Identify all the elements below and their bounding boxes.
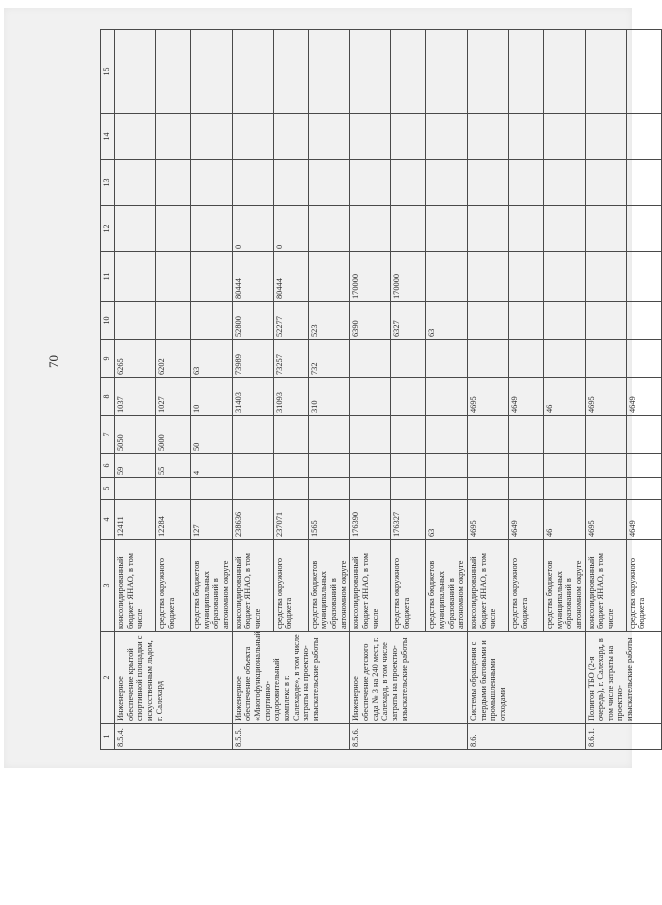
header-cell: 3 (101, 540, 115, 632)
value-cell (543, 340, 585, 378)
funding-source: средства окружного бюджета (156, 540, 191, 632)
value-cell (350, 160, 391, 206)
value-cell (426, 160, 468, 206)
value-cell: 63 (426, 302, 468, 340)
value-cell: 4695 (467, 500, 508, 540)
value-cell (308, 206, 350, 252)
funding-source: консолидированный бюджет ЯНАО, в том числе (115, 540, 156, 632)
value-cell: 59 (115, 454, 156, 478)
funding-source: консолидированный бюджет ЯНАО, в том числе (232, 540, 273, 632)
value-cell (273, 160, 308, 206)
value-cell: 1565 (308, 500, 350, 540)
value-cell: 52277 (273, 302, 308, 340)
value-cell (467, 302, 508, 340)
value-cell (273, 454, 308, 478)
value-cell: 46 (543, 378, 585, 416)
value-cell (626, 340, 661, 378)
header-cell: 14 (101, 114, 115, 160)
header-cell: 5 (101, 478, 115, 500)
value-cell: 237071 (273, 500, 308, 540)
value-cell (115, 302, 156, 340)
table-row (350, 30, 391, 750)
value-cell (467, 252, 508, 302)
value-cell (115, 30, 156, 114)
value-cell (232, 416, 273, 454)
value-cell (273, 114, 308, 160)
value-cell (467, 340, 508, 378)
value-cell (467, 206, 508, 252)
header-cell: 15 (101, 30, 115, 114)
value-cell: 1037 (115, 378, 156, 416)
funding-source: средства окружного бюджета (626, 540, 661, 632)
value-cell (467, 478, 508, 500)
value-cell: 0 (232, 206, 273, 252)
value-cell: 176327 (391, 500, 426, 540)
value-cell (350, 114, 391, 160)
value-cell (426, 478, 468, 500)
value-cell: 732 (308, 340, 350, 378)
value-cell (626, 416, 661, 454)
value-cell (156, 478, 191, 500)
item-code: 8.6. (467, 724, 585, 750)
value-cell (585, 302, 626, 340)
value-cell: 127 (191, 500, 233, 540)
value-cell (626, 114, 661, 160)
value-cell (626, 302, 661, 340)
value-cell: 170000 (350, 252, 391, 302)
value-cell: 5050 (115, 416, 156, 454)
value-cell (232, 478, 273, 500)
value-cell (156, 252, 191, 302)
item-name: Системы обращения с твердыми бытовыми и промышленными отходами (467, 632, 585, 724)
header-cell: 1 (101, 724, 115, 750)
value-cell (508, 340, 543, 378)
value-cell (467, 114, 508, 160)
value-cell: 4 (191, 454, 233, 478)
value-cell: 12411 (115, 500, 156, 540)
header-cell: 6 (101, 454, 115, 478)
value-cell: 6327 (391, 302, 426, 340)
funding-source: средства окружного бюджета (508, 540, 543, 632)
item-name: Полигон ТБО (2-я очередь), г. Салехард, в том числе затраты на проектно-изыскательские работы (585, 632, 661, 724)
value-cell (467, 30, 508, 114)
value-cell (585, 160, 626, 206)
value-cell (543, 30, 585, 114)
item-name: Инженерное обеспечение крытой спортивной площадки с искусственным льдом, г. Салехард (115, 632, 233, 724)
value-cell: 4695 (467, 378, 508, 416)
value-cell (232, 160, 273, 206)
value-cell (626, 160, 661, 206)
value-cell (391, 206, 426, 252)
value-cell (543, 114, 585, 160)
value-cell: 4649 (508, 378, 543, 416)
value-cell: 63 (426, 500, 468, 540)
header-cell: 11 (101, 252, 115, 302)
value-cell (391, 340, 426, 378)
value-cell (426, 206, 468, 252)
value-cell: 4649 (626, 500, 661, 540)
value-cell (508, 416, 543, 454)
value-cell: 63 (191, 340, 233, 378)
value-cell (543, 302, 585, 340)
funding-source: средства окружного бюджета (273, 540, 308, 632)
item-code: 8.5.5. (232, 724, 350, 750)
value-cell (191, 160, 233, 206)
value-cell: 1027 (156, 378, 191, 416)
value-cell: 6265 (115, 340, 156, 378)
value-cell (391, 378, 426, 416)
value-cell: 10 (191, 378, 233, 416)
value-cell: 4695 (585, 500, 626, 540)
value-cell (115, 206, 156, 252)
header-cell: 12 (101, 206, 115, 252)
value-cell (115, 478, 156, 500)
value-cell: 0 (273, 206, 308, 252)
value-cell (391, 478, 426, 500)
item-name: Инженерное обеспечение объекта «Многофункциональный спортивно-оздоровительный комплекс в г. Салехарде», в том числе затраты на проектно-изыскательские работы (232, 632, 350, 724)
value-cell (191, 302, 233, 340)
rotated-table-wrapper (100, 30, 647, 750)
value-cell (585, 478, 626, 500)
header-cell: 10 (101, 302, 115, 340)
value-cell (350, 478, 391, 500)
value-cell: 4649 (626, 378, 661, 416)
value-cell (585, 416, 626, 454)
value-cell (308, 30, 350, 114)
value-cell (543, 478, 585, 500)
funding-source: средства бюджетов муниципальных образований в автономном округе (308, 540, 350, 632)
value-cell: 6390 (350, 302, 391, 340)
value-cell (232, 30, 273, 114)
value-cell (391, 30, 426, 114)
value-cell (191, 478, 233, 500)
value-cell (585, 252, 626, 302)
value-cell: 523 (308, 302, 350, 340)
value-cell: 4695 (585, 378, 626, 416)
value-cell: 5000 (156, 416, 191, 454)
value-cell (273, 478, 308, 500)
funding-source: средства бюджетов муниципальных образований в автономном округе (191, 540, 233, 632)
value-cell (350, 454, 391, 478)
value-cell (156, 206, 191, 252)
value-cell (350, 340, 391, 378)
funding-source: средства бюджетов муниципальных образований в автономном округе (543, 540, 585, 632)
value-cell (626, 252, 661, 302)
value-cell (626, 206, 661, 252)
value-cell: 310 (308, 378, 350, 416)
header-cell: 4 (101, 500, 115, 540)
value-cell (585, 454, 626, 478)
value-cell (308, 114, 350, 160)
value-cell (508, 160, 543, 206)
value-cell (508, 114, 543, 160)
value-cell (426, 252, 468, 302)
value-cell: 31093 (273, 378, 308, 416)
value-cell: 73989 (232, 340, 273, 378)
value-cell: 80444 (232, 252, 273, 302)
budget-table (100, 29, 662, 750)
header-cell: 7 (101, 416, 115, 454)
value-cell: 80444 (273, 252, 308, 302)
value-cell: 52800 (232, 302, 273, 340)
value-cell: 238636 (232, 500, 273, 540)
value-cell: 73257 (273, 340, 308, 378)
value-cell (391, 416, 426, 454)
value-cell (426, 340, 468, 378)
value-cell (508, 252, 543, 302)
value-cell (308, 160, 350, 206)
item-name: Инженерное обеспечение детского сада № 3 на 240 мест, г. Салехард, в том числе затраты на проектно-изыскательские работы (350, 632, 468, 724)
value-cell (508, 454, 543, 478)
value-cell: 12284 (156, 500, 191, 540)
header-cell: 2 (101, 632, 115, 724)
table-row (585, 30, 626, 750)
value-cell (543, 252, 585, 302)
value-cell (115, 114, 156, 160)
value-cell (585, 206, 626, 252)
funding-source: консолидированный бюджет ЯНАО, в том числе (350, 540, 391, 632)
value-cell (391, 160, 426, 206)
value-cell (426, 114, 468, 160)
value-cell (508, 302, 543, 340)
value-cell: 170000 (391, 252, 426, 302)
value-cell (543, 416, 585, 454)
value-cell (585, 30, 626, 114)
table-row (115, 30, 156, 750)
value-cell (508, 30, 543, 114)
item-code: 8.6.1. (585, 724, 661, 750)
funding-source: средства бюджетов муниципальных образований в автономном округе (426, 540, 468, 632)
value-cell (156, 160, 191, 206)
value-cell (273, 416, 308, 454)
value-cell (115, 160, 156, 206)
value-cell (115, 252, 156, 302)
value-cell (585, 340, 626, 378)
value-cell (508, 206, 543, 252)
funding-source: консолидированный бюджет ЯНАО, в том числе (585, 540, 626, 632)
item-code: 8.5.4. (115, 724, 233, 750)
value-cell (467, 454, 508, 478)
value-cell (626, 454, 661, 478)
value-cell (350, 30, 391, 114)
funding-source: консолидированный бюджет ЯНАО, в том числе (467, 540, 508, 632)
header-cell: 8 (101, 378, 115, 416)
header-cell: 13 (101, 160, 115, 206)
value-cell: 176390 (350, 500, 391, 540)
value-cell: 46 (543, 500, 585, 540)
value-cell (308, 252, 350, 302)
value-cell (467, 160, 508, 206)
value-cell: 6202 (156, 340, 191, 378)
value-cell (350, 416, 391, 454)
value-cell (308, 416, 350, 454)
value-cell (426, 378, 468, 416)
value-cell (156, 30, 191, 114)
header-cell: 9 (101, 340, 115, 378)
value-cell (191, 114, 233, 160)
value-cell (156, 114, 191, 160)
value-cell (426, 454, 468, 478)
value-cell (273, 30, 308, 114)
value-cell (191, 252, 233, 302)
table-row (467, 30, 508, 750)
value-cell: 31403 (232, 378, 273, 416)
value-cell (426, 416, 468, 454)
value-cell (508, 478, 543, 500)
value-cell (543, 454, 585, 478)
value-cell (232, 114, 273, 160)
value-cell: 4649 (508, 500, 543, 540)
value-cell (467, 416, 508, 454)
item-code: 8.5.6. (350, 724, 468, 750)
value-cell (543, 160, 585, 206)
value-cell (426, 30, 468, 114)
value-cell (156, 302, 191, 340)
page-number: 70 (46, 355, 61, 368)
value-cell (626, 478, 661, 500)
value-cell (350, 378, 391, 416)
funding-source: средства окружного бюджета (391, 540, 426, 632)
value-cell (308, 454, 350, 478)
value-cell (391, 454, 426, 478)
header-row (101, 30, 115, 750)
value-cell (308, 478, 350, 500)
value-cell (350, 206, 391, 252)
value-cell (191, 30, 233, 114)
value-cell: 55 (156, 454, 191, 478)
table-row (232, 30, 273, 750)
value-cell (191, 206, 233, 252)
value-cell (626, 30, 661, 114)
value-cell: 50 (191, 416, 233, 454)
value-cell (543, 206, 585, 252)
value-cell (232, 454, 273, 478)
value-cell (391, 114, 426, 160)
value-cell (585, 114, 626, 160)
